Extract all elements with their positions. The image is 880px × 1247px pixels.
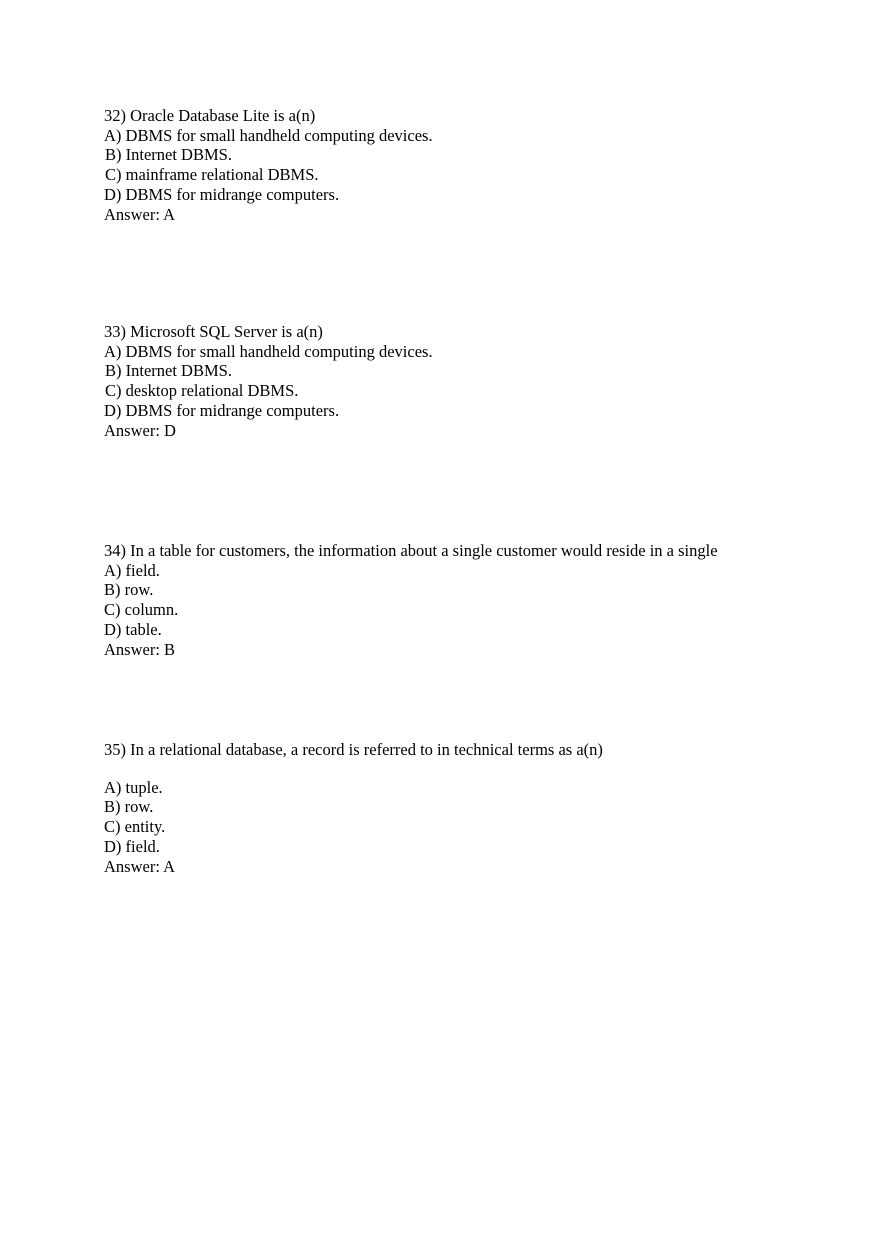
option-c: C) entity. <box>104 817 166 837</box>
question-stem: 34) In a table for customers, the information about a single customer would reside in a single <box>104 541 718 560</box>
question-stem: 33) Microsoft SQL Server is a(n) <box>104 322 323 341</box>
option-b: B) Internet DBMS. <box>105 145 232 165</box>
option-a: A) DBMS for small handheld computing devices. <box>104 341 433 361</box>
option-d: D) table. <box>104 619 162 639</box>
option-a: A) field. <box>104 560 160 580</box>
option-b: B) row. <box>104 580 154 600</box>
option-d: D) DBMS for midrange computers. <box>104 400 340 420</box>
option-b: B) row. <box>104 797 154 817</box>
option-d: D) DBMS for midrange computers. <box>104 184 340 204</box>
answer-line: Answer: A <box>104 204 176 224</box>
option-c: C) column. <box>104 600 179 620</box>
answer-line: Answer: A <box>104 856 176 876</box>
question-35 <box>104 740 804 876</box>
option-a: A) tuple. <box>104 777 163 797</box>
question-32 <box>104 106 804 224</box>
answer-line: Answer: B <box>104 639 176 659</box>
option-a: A) DBMS for small handheld computing devices. <box>104 125 433 145</box>
question-34 <box>104 541 804 659</box>
question-stem: 35) In a relational database, a record is referred to in technical terms as a(n) <box>104 740 603 759</box>
option-c: C) desktop relational DBMS. <box>105 381 299 401</box>
answer-line: Answer: D <box>104 420 176 440</box>
option-c: C) mainframe relational DBMS. <box>105 165 319 185</box>
question-33 <box>104 322 804 440</box>
question-stem: 32) Oracle Database Lite is a(n) <box>104 106 316 125</box>
option-b: B) Internet DBMS. <box>105 361 232 381</box>
option-d: D) field. <box>104 836 160 856</box>
